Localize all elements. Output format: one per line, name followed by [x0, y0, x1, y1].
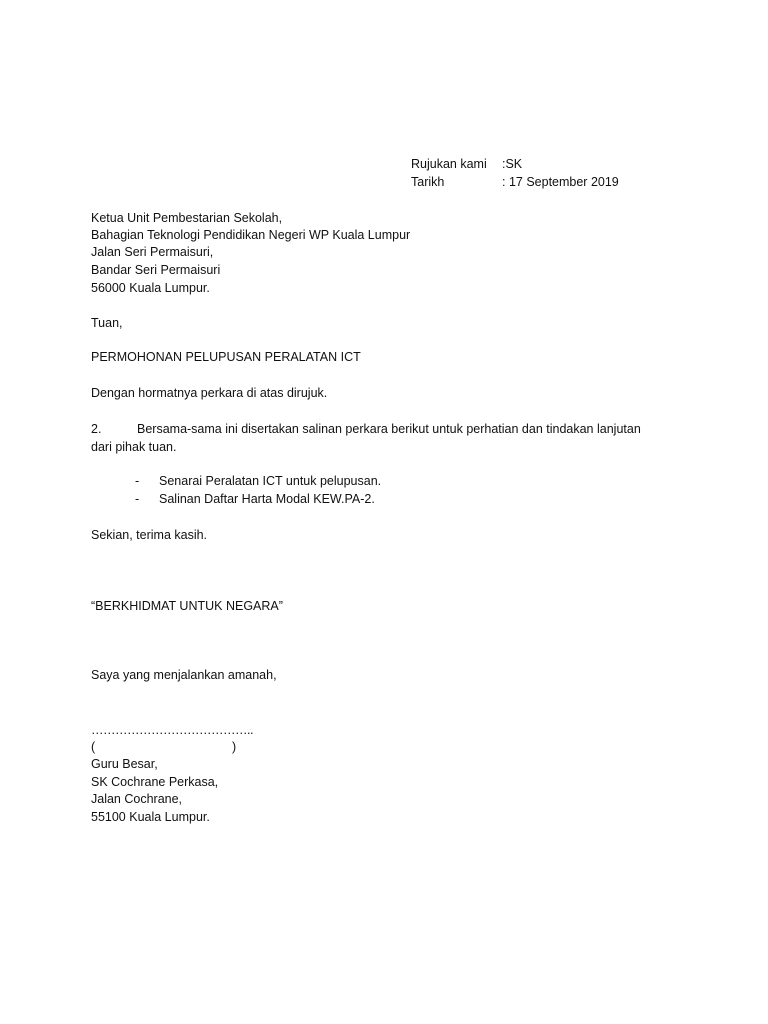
paragraph-2-line-1: Bersama-sama ini disertakan salinan perkara berikut untuk perhatian dan tindakan lanjutan [137, 422, 641, 436]
motto: “BERKHIDMAT UNTUK NEGARA” [91, 599, 283, 613]
list-item: Salinan Daftar Harta Modal KEW.PA-2. [159, 492, 375, 506]
sender-line: SK Cochrane Perkasa, [91, 775, 219, 789]
sender-line: Guru Besar, [91, 757, 158, 771]
list-item: Senarai Peralatan ICT untuk pelupusan. [159, 474, 382, 488]
paragraph-1: Dengan hormatnya perkara di atas dirujuk. [91, 386, 328, 400]
letter-subject: PERMOHONAN PELUPUSAN PERALATAN ICT [91, 350, 361, 364]
paragraph-2-number: 2. [91, 422, 102, 436]
recipient-line: 56000 Kuala Lumpur. [91, 281, 210, 295]
list-bullet: - [135, 474, 140, 488]
recipient-line: Bandar Seri Permaisuri [91, 263, 221, 277]
sender-line: 55100 Kuala Lumpur. [91, 810, 210, 824]
reference-label: Rujukan kami [411, 157, 487, 171]
signature-name-open: ( [91, 740, 96, 754]
paragraph-2-line-2: dari pihak tuan. [91, 440, 177, 454]
reference-value: :SK [502, 157, 523, 171]
sender-line: Jalan Cochrane, [91, 792, 183, 806]
date-label: Tarikh [411, 175, 445, 189]
closing-line: Sekian, terima kasih. [91, 528, 208, 542]
recipient-line: Bahagian Teknologi Pendidikan Negeri WP Kuala Lumpur [91, 228, 411, 242]
signature-name-close: ) [232, 740, 237, 754]
recipient-line: Jalan Seri Permaisuri, [91, 245, 214, 259]
signature-line: ………………………………….. [91, 723, 253, 737]
salutation: Tuan, [91, 316, 123, 330]
list-bullet: - [135, 492, 140, 506]
sign-off: Saya yang menjalankan amanah, [91, 668, 277, 682]
recipient-line: Ketua Unit Pembestarian Sekolah, [91, 211, 283, 225]
date-value: : 17 September 2019 [502, 175, 619, 189]
